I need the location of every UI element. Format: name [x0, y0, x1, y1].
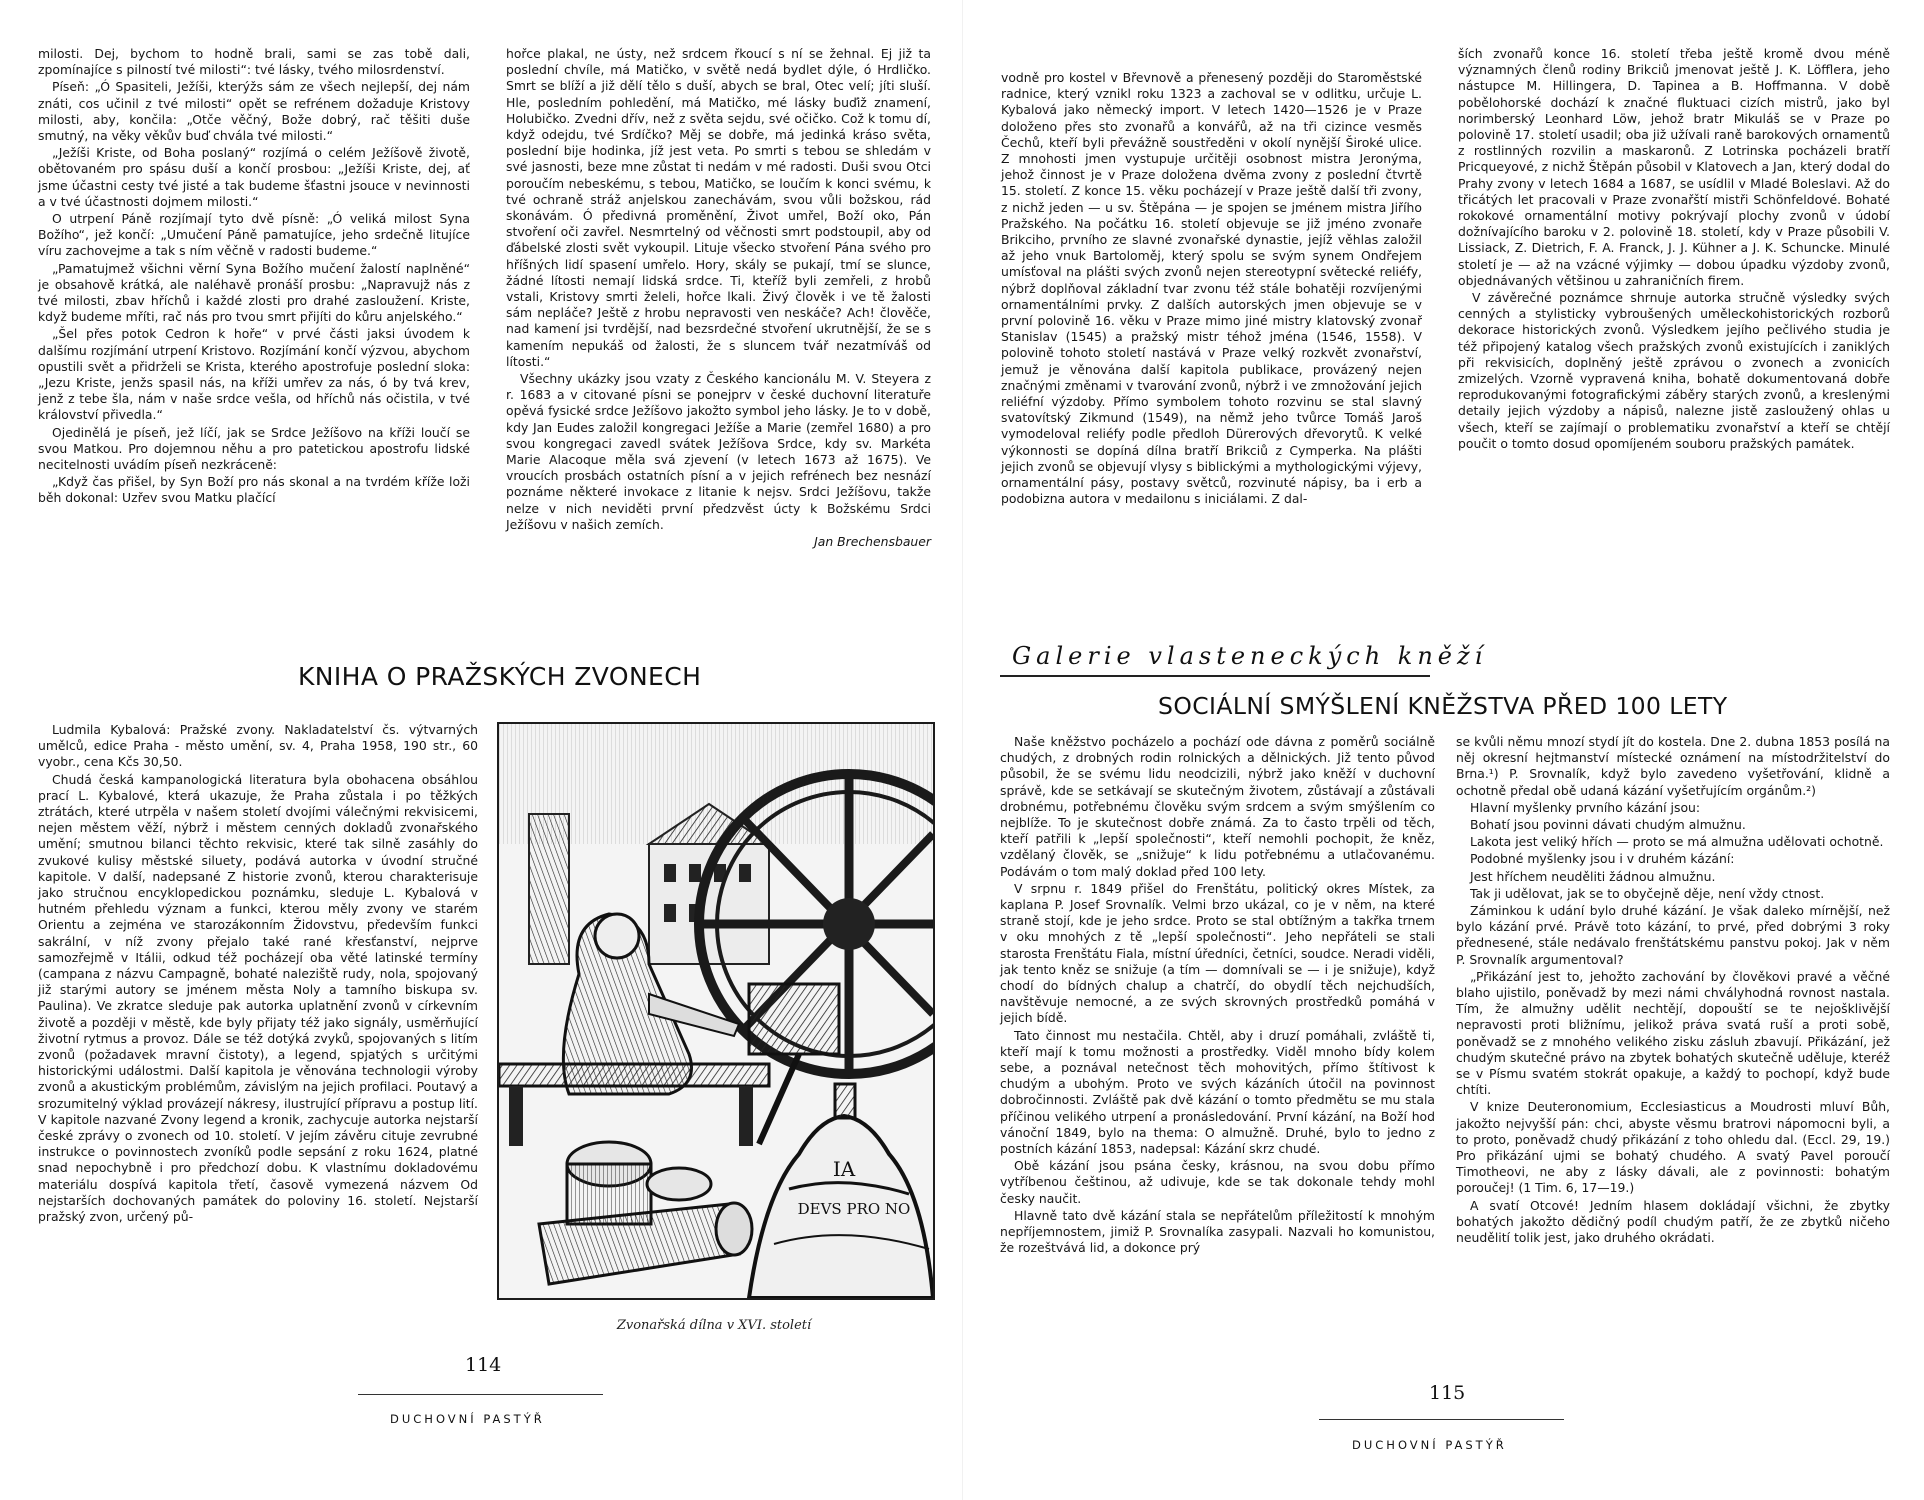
paragraph: Naše kněžstvo pocházelo a pochází ode dávna z poměrů sociálně chudých, z drobných rodin rolnických a dělnických. Již tento původ působil, že se svému lidu neodcizili, nýbrž jako kněží v duchovní správě, kde se setkávají se skutečným životem, zůstávají a zůstávali drobnému, potřebnému člověku svým srdcem a svým smýšlením co nejblíže. To je skutečnost dobře známá. Za to často trpěli od těch, kteří patřili k „lepší společnosti“, kteří nemohli pochopit, že kněz, vzdělaný člověk, se „snižuje“ k lidu potřebnému a utlačovanému. Podávám o tom malý doklad před 100 lety. — [1000, 734, 1435, 879]
left-column-2 — [506, 46, 931, 631]
paragraph: Podobné myšlenky jsou i v druhém kázání: — [1470, 851, 1735, 867]
paragraph: Ojedinělá je píseň, jež líčí, jak se Srdce Ježíšovo na kříži loučí se svou Matkou. Pro dojemnou něhu a pro patetickou apostrofu lidské necitelnosti uvádím píseň nezkrácenĕ: — [38, 424, 470, 473]
paragraph: Záminkou k udání bylo druhé kázání. Je však daleko mírnější, než bylo kázání prvé. Právě toto kázání, to prvé, před dobrými 3 roky přednesené, stále nedávalo frenštátskému panstvu pokoj. Jak v něm P. Srovnalík argumentoval? — [1456, 903, 1890, 967]
paragraph: „Když čas přišel, by Syn Boží pro nás skonal a na tvrdém kříže loži běh dokonal: Uzřev svou Matku plačící — [38, 474, 470, 506]
bell-inscription-text: DEVS PRO NO — [797, 1200, 911, 1218]
paragraph: hořce plakal, ne ústy, než srdcem řkoucí s ní se žehnal. Ej již ta poslední chvíle, má Matičko, v světě nedá bydlet dýle, ó Hrdličko. Smrt se blíží a již dělí tělo s duší, abych se bral, Otec velí; jíti sluší. Hle, posledním pohledění, má Matičko, mé lásky buďiž znamení, Holubičko. Zvedni dřív, než z světa sejdu, své očičko. Což k tomu dí, když odejdu, tvé Srdíčko? Měj se dobře, má jedinká kráso světa, poslední bije hodinka, jíž jest veta. Po smrti s tebou se shledám v své jasnosti, beze mne zůstat ti nedám v mé radosti. Duši svou Otci poroučím nebeskému, s tebou, Matičko, se loučím k konci svému, k tvé ochraně stráž anjelskou zanechávám, svou vůli božskou, rád skonávám. Ó předivná proměnění, Život umřel, Boží oko, Pán stvoření oči zavřel. Nesmrtelný od věčnosti smrt podstoupil, aby od ďábelské zlosti svět vykoupil. Lituje všecko stvoření Pána svého pro hříšných lidí spasení umřelo. Hory, skály se pukají, tmí se slunce, žádné lítosti nemají lidská srdce. Ti, kteříž byli zemřeli, z hrobů vstali, Kristovy smrti želeli, hořce lkali. Živý člověk i ve tě žalosti sám nepláče? Ještě z hrobu nepravosti ven neskáče? Ach! člověče, nad kamení jsi tvrdější, nad bezsrdečné stvoření ukrutnější, že se s kamením nepukáš od žalosti, že s sluncem tvář nezatmíváš od lítosti.“ — [506, 46, 931, 369]
journal-name-right: DUCHOVNÍ PASTÝŘ — [1352, 1438, 1507, 1452]
paragraph: ších zvonařů konce 16. století třeba ještě kromě dvou méně významných členů rodiny Brikciů jmenovat ještě J. K. Löfflera, jeho nástupce M. Hillingera, D. Tapinea a B. Hoffmanna. V době pobělohorské dochází k značné fluktuaci cizích mistrů, jako byl norimberský Leonhard Löw, jehož bratr Mikuláš se v Praze po polovině 17. století usadil; oba již užívali raně barokových ornamentů z rostlinných rozvilin a maskaronů. Z Lotrinska pocházeli bratří Pricqueyové, z nichž Štěpán působil v Klatovech a Jan, který dodal do Prahy zvony v letech 1684 a 1687, se usídlil v Mladé Boleslavi. Až do třicátých let pracovali v Praze zvonařští mistři Schönfeldové. Bohaté rokokové ornamentální motivy pokrývají plochy zvonů v údobí dožnívajícího baroku v 2. polovině 18. století, kdy v Praze působili V. Lissiack, Z. Dietrich, F. A. Franck, J. J. Kühner a J. K. Schuncke. Minulé století je — až na vzácné výjimky — dobou úpadku výzdoby zvonů, objednávaných většinou u zahraničních firem. — [1458, 46, 1890, 288]
paragraph: Hlavně tato dvě kázání stala se nepřátelům příležitostí k mnohým nepříjemnostem, jimiž P. Srovnalíka zasypali. Nazvali ho komunistou, že rozeštvává lid, a dokonce prý — [1000, 1207, 1435, 1256]
paragraph: A svatí Otcové! Jedním hlasem dokládají všichni, že zbytky bohatých jakožto dědičný podíl chudým patří, že ze zbytků ničeho neudělití tolik jest, jako druhého okrádati. — [1456, 1197, 1890, 1246]
bell-inscription-monogram: IA — [832, 1157, 856, 1181]
paragraph: Obě kázání jsou psána česky, krásnou, na svou dobu přímo vytříbenou češtinou, až udivuje, kde se tak dokonale tehdy mohl česky naučit. — [1000, 1158, 1435, 1206]
paragraph: Všechny ukázky jsou vzaty z Českého kancionálu M. V. Steyera z r. 1683 a v citované písni se ponejprv v české duchovní literatuře opěvá fysické srdce Ježíšovo jakožto symbol jeho lásky. Je to v době, kdy Jan Eudes založil kongregaci Ježíše a Marie (zemřel 1680) a pro svou kongregaci zavedl svátek Ježíšova Srdce, kdy sv. Markéta Marie Alacoque měla svá zjevení (v letech 1673 až 1675). Ve vroucích prosbách ostatních písní a v jejich refrénech bez nesnází poznáme některé invokace z litanie k nejsv. Srdci Ježíšovu, takže nelze v nich neviděti první předzvěst úcty k Božskému Srdci Ježíšovu v našich zemích. — [506, 371, 931, 532]
paragraph: Hlavní myšlenky prvního kázání jsou: — [1470, 799, 1701, 815]
right-column-3 — [1000, 734, 1435, 1364]
series-heading: Galerie vlasteneckých kněží — [1012, 642, 1488, 670]
right-column-1 — [1001, 70, 1422, 630]
paragraph: Píseň: „Ó Spasiteli, Ježíši, kterýžs sám ze všech nejlepší, dej nám znáti, cos učinil z tvé milosti“ opět se refrénem dožaduje Kristovy milosti, aby, končila: „Otče věčný, Bože dobrý, rač těšiti duše smutný, na věky věkův buď chvála tvé milosti.“ — [38, 79, 470, 144]
paragraph: V knize Deuteronomium, Ecclesiasticus a Moudrosti mluví Bůh, jakožto nejvyšší pán: chci, abyste věsmu bratrovi nápomocni byli, a to proto, poněvadž chudý přikázání z toho ohledu dal. (Eccl. 29, 19.) Pro přikázání ujmi se bohatý chudého. A svatý Pavel poroučí Timotheovi, ne aby z lásky dávali, ale z povinnosti: bohatým poroučej! (1 Tim. 6, 17—19.) — [1456, 1099, 1890, 1196]
footer-rule-left — [358, 1394, 603, 1395]
paragraph: „Ježíši Kriste, od Boha poslaný“ rozjímá o celém Ježíšově životě, obětovaném pro spásu duší a končí prosbou: „Ježíši Kriste, dej, ať jsme účastni cesty tvé jisté a tak budeme šťastni jsouce v nevinnosti a v tvé účastnosti dojmem milosti.“ — [38, 145, 470, 209]
series-rule — [1000, 675, 1430, 677]
paragraph: Ludmila Kybalová: Pražské zvony. Nakladatelství čs. výtvarných umělců, edice Praha - město umění, sv. 4, Praha 1958, 190 str., 60 vyobr., cena Kčs 30,50. — [38, 722, 478, 770]
figure-caption: Zvonařská dílna v XVI. století — [616, 1318, 812, 1333]
page-gutter — [962, 0, 963, 1500]
paragraph: „Šel přes potok Cedron k hoře“ v prvé části jaksi úvodem k dalšímu rozjímání utrpení Kristovo. Rozjímání končí výzvou, abychom opustili svět a přidrželi se Krista, kterého apostrofuje poslední sloka: „Jezu Kriste, jenžs spasil nás, na kříži umřev za nás, ó by tvá krev, jenž z tebe šla, nám v naše srdce vešla, od hříchů nás očistila, v tvé království přivedla.“ — [38, 326, 470, 423]
footer-rule-right — [1319, 1419, 1564, 1420]
paragraph: O utrpení Páně rozjímají tyto dvě písně: „Ó veliká milost Syna Božího“, jež končí: „Umučení Páně pamatujíce, jeho srdečně litujíce víru zachovejme a tak s ním věčně v radosti budeme.“ — [38, 211, 470, 259]
paragraph: Lakota jest veliký hřích — proto se má almužna udělovati ochotně. — [1470, 834, 1884, 850]
paragraph: vodně pro kostel v Břevnově a přenesený později do Staroměstské radnice, který vznikl roku 1323 a zachoval se v odlitku, určuje L. Kybalová jako německý import. V letech 1420—1526 je v Praze doloženo přes sto zvonařů a konvářů, až na tři cizince vesměs Čechů, kteří byli převážně soustředěni v okolí nynější Široké ulice. Z mnohosti jmen vystupuje určitěji osobnost mistra Jeronýma, jehož činnost je v Praze doložena dvěma zvony z poslední čtvrtě 15. století. Z konce 15. věku pocházejí v Praze ještě další tři zvony, z nichž jeden — u sv. Štěpána — je spojen se jménem mistra Jiřího Pražského. Na počátku 16. století objevuje se již jméno zvonaře Brikciho, prvního ze slavné zvonařské dynastie, jejíž věhlas založil až jeho vnuk Bartoloměj, který spolu se svým synem Ondřejem umísťoval na plášti svých zvonů nejen stereotypní světecké reliéfy, nýbrž doplňoval základní tvar zvonu též stále bohatěji rozvíjenými ornamentálními prvky. Z dalších autorských jmen objevuje se v první polovině 16. věku v Praze mimo jiné mistry klatovský zvonař Stanislav (1545) a pražský mistr téhož jména (1546, 1558). V polovině tohoto století nastává v Praze velký rozkvět zvonařství, jemuž je věnována další kapitola publikace, provázený nejen značnými změnami v tvarování zvonů, nýbrž i ve zmnožování jejich reliéfní výzdoby. Přímo symbolem tohoto rozvinu se stal slavný svatovítský Zikmund (1549), na němž jeho tvůrce Tomáš Jaroš vymodeloval reliéfy podle předloh Dürerových dřevorytů. K velké výkonnosti se dopíná dílna bratří Brikciů z Cymperka. Na plášti jejich zvonů se objevují vlysy s biblickými a mythologickými výjevy, ornamentální pásy, postavy světců, rozvinuté nápisy, ba i erb a podobizna autora v medailonu s iniciálami. Z dal- — [1001, 70, 1422, 507]
author-signature: Jan Brechensbauer — [814, 534, 931, 550]
paragraph: Chudá česká kampanologická literatura byla obohacena obsáhlou prací L. Kybalové, která ukazuje, že Praha zůstala i po těžkých ztrátách, které utrpěla v našem století dvojími válečnými rekvisicemi, nejen městem věží, nýbrž i městem cenných dokladů zvonařského umění; smutnou bilanci těchto rekvisic, které tak silně zasáhly do zvukové kulisy městské siluety, podává autorka v úvodní stručné kapitole. V další, nadepsané Z historie zvonů, kterou charakterisuje jako stručnou encyklopedickou poznámku, sleduje L. Kybalová v hutném přehledu význam a funkci, kterou měly zvony ve starém Orientu a zejména ve starozákonním Židovstvu, především funkci sakrální, v níž zvony přejalo také rané křesťanství, nejprve samozřejmě v Itálii, odkud též pocházejí oba věté latinské termíny (campana z názvu Campagně, bohaté naleziště rudy, nola, spojovaný již starými autory se jménem města Noly a tamního biskupa sv. Paulina). Ve zkratce sleduje pak autorka uplatnění zvonů v církevním životě a později v městě, kde byly přijaty též jako signály, usměrňující životní rytmus a provoz. Dále se též dotýká zvyků, spojovaných s litím zvonů (požadavek mravní čistoty), a legend, spjatých s určitými historickými událostmi. Další kapitola je věnována technologii výroby zvonů a akustickým problémům, závislým na jejich profilaci. Poutavý a srozumitelný výklad provázejí nákresy, ilustrující přípravu a postup lití. V kapitole nazvané Zvony legend a kronik, zachycuje autorka nejstarší české zprávy o zvonech od 10. století. V jejím závěru cituje zevrubné instrukce o povinnostech zvoníků podle sepsání z roku 1624, platné snad nepochybně i pro předchozí dobu. K vlastnímu dokladovému materiálu dospívá kapitola třetí, časově vymezená názvem Od nejstarších dochovaných památek do poloviny 16. století. Nejstarší pražský zvon, určený pů- — [38, 771, 478, 1225]
paragraph: V srpnu r. 1849 přišel do Frenštátu, politický okres Místek, za kaplana P. Josef Srovnalík. Velmi brzo ukázal, co je v něm, na které straně stojí, kde je jeho srdce. Proto se stal obtížným a takřka trnem v oku mnohých z tě „lepší společnosti“. Jeho nepřáteli se stali starosta Frenštátu Fiala, místní úředníci, četníci, soudce. Neradi viděli, jak tento kněz se snižuje (a tím — domnívali se — i je snižuje), když chodí do bídných chalup a chatrčí, do obydlí těch nejchudších, navštěvuje nemocné, a ze svých skrovných prostředků pomáhá v jejich bídě. — [1000, 880, 1435, 1026]
journal-name-left: DUCHOVNÍ PASTÝŘ — [390, 1412, 545, 1426]
paragraph: V závěrečné poznámce shrnuje autorka stručně výsledky svých cenných a stylisticky vybroušených uměleckohistorických rozborů dekorace historických zvonů. Výsledkem jejího pečlivého studia je též připojený katalog všech pražských zvonů existujících i zaniklých při rekvisicích, doplněný ještě zprávou o zvonech a zvonicích zmizelých. Vzorně vypravená kniha, bohatě dokumentovaná dobře reprodukovanými fotografickými záběry starých zvonů, a kreslenými detaily jejich výzdoby a nápisů, nalezne jistě zasloužený ohlas u všech, kteří se zajímají o problematiku zvonařství a kteří se chtějí poučit o tomto dosud opomíjeném souboru pražských památek. — [1458, 290, 1890, 451]
paragraph: se kvůli němu mnozí stydí jít do kostela. Dne 2. dubna 1853 posílá na něj okresní hejtmanství místecké oznámení na místodržitelství do Brna.¹) P. Srovnalík, když bylo zavedeno vyšetřování, klidně a ochotně předal obě udaná kázání vyšetřujícím orgánům.²) — [1456, 734, 1890, 798]
right-column-4 — [1456, 734, 1890, 1364]
left-column-3 — [38, 722, 478, 1347]
paragraph: Jest hříchem neuděliti žádnou almužnu. — [1470, 868, 1716, 884]
article-title-bells: KNIHA O PRAŽSKÝCH ZVONECH — [298, 662, 702, 691]
paragraph: Tato činnost mu nestačila. Chtěl, aby i druzí pomáhali, zvláště ti, kteří mají k tomu možnosti a prostředky. Viděl mnoho bídy kolem sebe, a poznával netečnost těch mohovitých, přímo štítivost k chudým a ubohým. Proto ve svých kázáních útočil na povinnost dobročinnosti. Zvláště pak dvě kázání o tomto předmětu se mu stala příčinou velikého utrpení a pronásledování. První kázání, na Boží hod vánoční 1849, bylo na thema: O almužně. Druhé, bylo to jedno z postních kázání 1853, nadepsal: Kázání skrz chudé. — [1000, 1027, 1435, 1157]
paragraph: Tak ji udělovat, jak se to obyčejně děje, není vždy ctnost. — [1470, 885, 1825, 901]
paragraph: „Pamatujmež všichni věrní Syna Božího mučení žalostí naplněné“ je obsahově krátká, ale naléhavě pronáší prosbu: „Napravujž nás z tvé milosti, zbav hříchů i každé zlosti pro drahé zasloužení. Kriste, když budeme mříti, rač nás pro tvou smrt přijíti do kůru anjelského.“ — [38, 260, 470, 325]
right-column-2 — [1458, 46, 1890, 606]
article-title-social: SOCIÁLNÍ SMÝŠLENÍ KNĚŽSTVA PŘED 100 LETY — [1158, 692, 1728, 720]
left-column-1 — [38, 46, 470, 631]
paragraph: milosti. Dej, bychom to hodně brali, sami se zas tobě dali, zpomínajíce s pilností tvé milosti“: tvé lásky, tvého milosrdenství. — [38, 46, 470, 78]
paragraph: „Přikázání jest to, jehožto zachování by člověkovi pravé a věčné blaho ujistilo, poněvadž by mezi námi chvályhodná rovnost nastala. Tím, že almužny udělit nechtějí, dopouští se te nejošklivější nepravosti proti bližnímu, jelikož práva svatá ruší a proti sobě, poněvadž se z mnohého velikého zisku zásluh zbavují. Přikázání, jež chudým skutečné právo na zbytek bohatých skutečně uděluje, kteréž se v Písmu svatém stokrát opakuje, a každý to pochopí, když bude chtíti. — [1456, 968, 1890, 1098]
woodcut-illustration — [497, 722, 935, 1300]
paragraph: Bohatí jsou povinni dávati chudým almužnu. — [1470, 817, 1746, 833]
bell-foundry-woodcut — [499, 724, 933, 1298]
page-number-right: 115 — [1429, 1382, 1466, 1404]
page-number-left: 114 — [465, 1354, 502, 1376]
